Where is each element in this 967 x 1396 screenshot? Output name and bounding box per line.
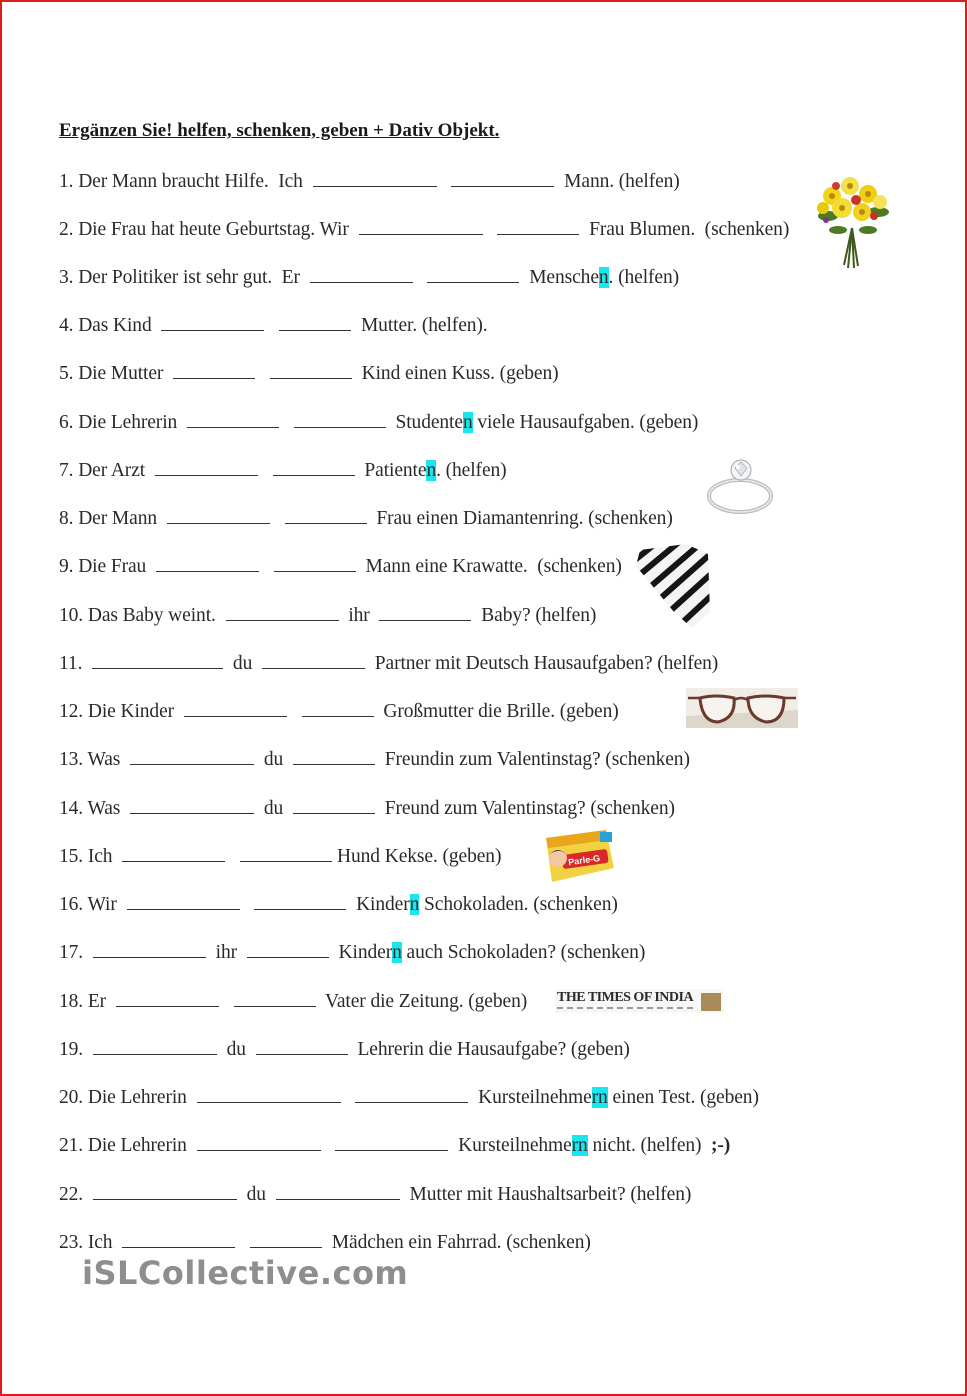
sentence-text: Kursteilnehme [473, 1087, 592, 1108]
sentence-text: du [241, 1184, 271, 1205]
sentence-text: 20. Die Lehrerin [59, 1087, 192, 1108]
sentence-text: Patiente [359, 460, 427, 481]
answer-blank[interactable] [293, 746, 375, 765]
sentence-text [275, 508, 280, 529]
sentence-text: 7. Der Arzt [59, 460, 150, 481]
answer-blank[interactable] [279, 312, 351, 331]
sentence-text [326, 1135, 331, 1156]
sentence-text: . (helfen) [436, 460, 507, 481]
exercise-line-10 [59, 602, 596, 627]
sentence-text: Kinder [333, 942, 393, 963]
sentence-text: Schokoladen. (schenken) [419, 894, 618, 915]
sentence-text: Kursteilnehme [453, 1135, 572, 1156]
highlighted-ending: n [462, 412, 473, 433]
sentence-text: Mädchen ein Fahrrad. (schenken) [327, 1232, 591, 1253]
exercise-line-16 [59, 891, 618, 916]
sentence-text: du [259, 749, 288, 770]
isl-collective-watermark: iSLCollective.com [82, 1254, 409, 1292]
sentence-text: 19. [59, 1039, 88, 1060]
sentence-text [418, 267, 423, 288]
answer-blank[interactable] [262, 650, 365, 669]
exercise-line-5 [59, 360, 559, 385]
sentence-text [230, 846, 235, 867]
exercise-line-4 [59, 312, 488, 337]
exercise-line-14 [59, 795, 675, 820]
exercise-line-1 [59, 168, 680, 193]
answer-blank[interactable] [93, 939, 206, 958]
newspaper-logo-image [555, 989, 723, 1013]
sentence-text: Kind einen Kuss. (geben) [356, 363, 559, 384]
exercise-line-3 [59, 264, 679, 289]
sentence-text [284, 412, 289, 433]
sentence-text: Frau Blumen. (schenken) [584, 219, 790, 240]
sentence-text: Vater die Zeitung. (geben) [320, 991, 528, 1012]
sentence-text [240, 1232, 245, 1253]
sentence-text: 14. Was [59, 798, 126, 819]
sentence-text: 17. [59, 942, 88, 963]
sentence-text: Baby? (helfen) [476, 605, 597, 626]
glasses-image [686, 688, 798, 728]
sentence-text [264, 556, 269, 577]
exercise-line-7 [59, 457, 507, 482]
answer-blank[interactable] [427, 264, 519, 283]
answer-blank[interactable] [92, 650, 223, 669]
sentence-text: 3. Der Politiker ist sehr gut. Er [59, 267, 305, 288]
sentence-text [346, 1087, 351, 1108]
answer-blank[interactable] [155, 457, 258, 476]
sentence-text: 21. Die Lehrerin [59, 1135, 192, 1156]
sentence-text: Lehrerin die Hausaufgabe? (geben) [352, 1039, 630, 1060]
striped-tie-image [630, 542, 712, 632]
answer-blank[interactable] [130, 795, 254, 814]
exercise-line-8 [59, 505, 673, 530]
highlighted-ending: rn [591, 1087, 608, 1108]
answer-blank[interactable] [247, 939, 329, 958]
sentence-text: Freund zum Valentinstag? (schenken) [379, 798, 675, 819]
sentence-text [488, 219, 493, 240]
sentence-text [263, 460, 268, 481]
sentence-text: 12. Die Kinder [59, 701, 179, 722]
sentence-text: du [221, 1039, 251, 1060]
sentence-text [269, 315, 274, 336]
answer-blank[interactable] [187, 409, 279, 428]
sentence-text: ihr [210, 942, 242, 963]
sentence-text: Mutter mit Haushaltsarbeit? (helfen) [404, 1184, 692, 1205]
sentence-text: 15. Ich [59, 846, 118, 867]
answer-blank[interactable] [240, 843, 332, 862]
exercise-line-13 [59, 746, 690, 771]
sentence-text: Kinder [351, 894, 410, 915]
sentence-text: 18. Er [59, 991, 111, 1012]
sentence-text: 5. Die Mutter [59, 363, 169, 384]
highlighted-ending: n [392, 942, 402, 963]
exercise-line-12 [59, 698, 619, 723]
answer-blank[interactable] [313, 168, 437, 187]
parle-g-label: Parle-G [567, 852, 601, 868]
answer-blank[interactable] [122, 1229, 235, 1248]
exercise-line-2 [59, 216, 789, 241]
parle-g-biscuit-image [542, 828, 616, 884]
answer-blank[interactable] [256, 1036, 348, 1055]
answer-blank[interactable] [197, 1084, 341, 1103]
sentence-text [442, 171, 447, 192]
answer-blank[interactable] [273, 457, 355, 476]
answer-blank[interactable] [274, 553, 356, 572]
highlighted-ending: n [426, 460, 437, 481]
answer-blank[interactable] [310, 264, 413, 283]
sentence-text: 2. Die Frau hat heute Geburtstag. Wir [59, 219, 354, 240]
answer-blank[interactable] [93, 1181, 237, 1200]
answer-blank[interactable] [156, 553, 259, 572]
sentence-text [245, 894, 250, 915]
sentence-text: du [259, 798, 288, 819]
exercise-line-20 [59, 1084, 759, 1109]
answer-blank[interactable] [167, 505, 270, 524]
answer-blank[interactable] [130, 746, 254, 765]
sentence-text [224, 991, 229, 1012]
exercise-line-9 [59, 553, 622, 578]
answer-blank[interactable] [127, 891, 240, 910]
answer-blank[interactable] [379, 602, 471, 621]
exercise-line-11 [59, 650, 718, 675]
answer-blank[interactable] [93, 1036, 217, 1055]
sentence-text: 8. Der Mann [59, 508, 162, 529]
exercise-line-15 [59, 843, 501, 868]
exercise-line-22 [59, 1181, 691, 1206]
answer-blank[interactable] [451, 168, 554, 187]
newspaper-masthead-text: THE TIMES OF INDIA [557, 990, 694, 1005]
answer-blank[interactable] [197, 1132, 321, 1151]
sentence-text: Mensche [524, 267, 599, 288]
sentence-text [260, 363, 265, 384]
exercise-line-23 [59, 1229, 591, 1254]
sentence-text: 23. Ich [59, 1232, 118, 1253]
smiley-text: ;-) [710, 1135, 731, 1156]
sentence-text: ihr [343, 605, 375, 626]
answer-blank[interactable] [116, 988, 219, 1007]
sentence-text: 4. Das Kind [59, 315, 157, 336]
answer-blank[interactable] [359, 216, 483, 235]
answer-blank[interactable] [173, 360, 255, 379]
sentence-text: viele Hausaufgaben. (geben) [472, 412, 699, 433]
highlighted-ending: n [409, 894, 420, 915]
sentence-text: 6. Die Lehrerin [59, 412, 182, 433]
answer-blank[interactable] [184, 698, 287, 717]
sentence-text: du [228, 653, 257, 674]
sentence-text: 16. Wir [59, 894, 122, 915]
sentence-text: Freundin zum Valentinstag? (schenken) [379, 749, 690, 770]
highlighted-ending: n [598, 267, 609, 288]
exercise-line-19 [59, 1036, 630, 1061]
answer-blank[interactable] [234, 988, 316, 1007]
answer-blank[interactable] [302, 698, 374, 717]
sentence-text: Frau einen Diamantenring. (schenken) [371, 508, 673, 529]
sentence-text: 11. [59, 653, 88, 674]
answer-blank[interactable] [355, 1084, 468, 1103]
exercise-line-6 [59, 409, 698, 434]
answer-blank[interactable] [276, 1181, 400, 1200]
answer-blank[interactable] [226, 602, 339, 621]
exercise-line-21 [59, 1132, 730, 1157]
sentence-text: 1. Der Mann braucht Hilfe. Ich [59, 171, 308, 192]
highlighted-ending: rn [571, 1135, 588, 1156]
answer-blank[interactable] [285, 505, 367, 524]
sentence-text: nicht. (helfen) [587, 1135, 711, 1156]
answer-blank[interactable] [161, 312, 264, 331]
exercise-line-17 [59, 939, 645, 964]
answer-blank[interactable] [254, 891, 346, 910]
answer-blank[interactable] [122, 843, 225, 862]
answer-blank[interactable] [335, 1132, 448, 1151]
sentence-text: . (helfen) [608, 267, 680, 288]
worksheet [2, 2, 965, 1394]
sentence-text: 22. [59, 1184, 88, 1205]
sentence-text: Partner mit Deutsch Hausaufgaben? (helfen) [370, 653, 719, 674]
answer-blank[interactable] [294, 409, 386, 428]
answer-blank[interactable] [270, 360, 352, 379]
sentence-text: 13. Was [59, 749, 126, 770]
flower-bouquet-image [808, 168, 896, 272]
answer-blank[interactable] [293, 795, 375, 814]
answer-blank[interactable] [250, 1229, 322, 1248]
sentence-text: einen Test. (geben) [607, 1087, 759, 1108]
sentence-text: Hund Kekse. (geben) [337, 846, 502, 867]
diamond-ring-image [704, 454, 780, 524]
sentence-text: Großmutter die Brille. (geben) [378, 701, 619, 722]
answer-blank[interactable] [497, 216, 579, 235]
sentence-text [292, 701, 297, 722]
sentence-text: 9. Die Frau [59, 556, 151, 577]
sentence-text: Studente [390, 412, 463, 433]
exercise-line-18 [59, 988, 527, 1013]
sentence-text: Mann. (helfen) [559, 171, 680, 192]
sentence-text: auch Schokoladen? (schenken) [401, 942, 646, 963]
sentence-text: Mann eine Krawatte. (schenken) [360, 556, 622, 577]
sentence-text: 10. Das Baby weint. [59, 605, 221, 626]
worksheet-title: Ergänzen Sie! helfen, schenken, geben + Dativ Objekt. [59, 120, 500, 141]
sentence-text: Mutter. (helfen). [356, 315, 488, 336]
